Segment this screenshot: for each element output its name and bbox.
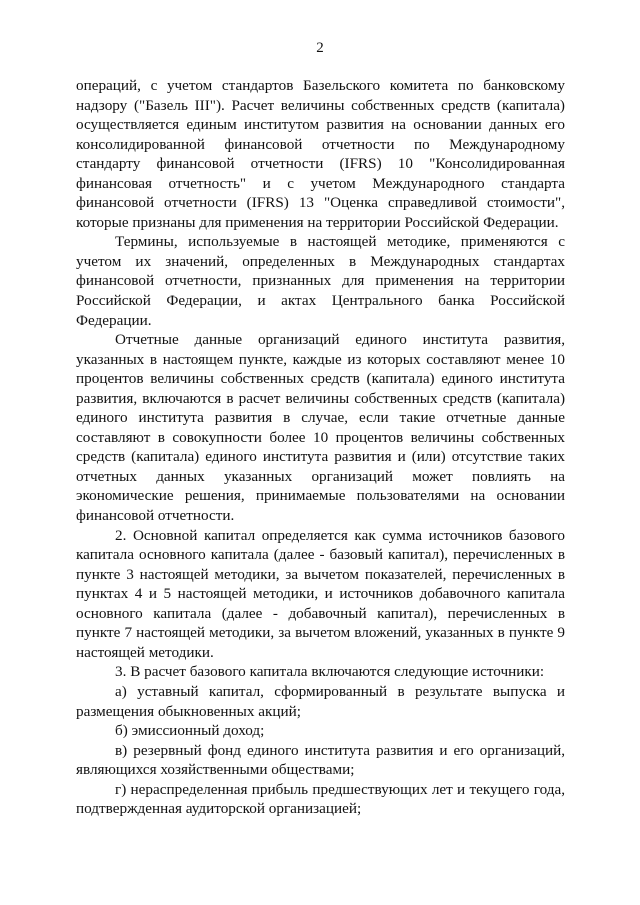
paragraph-item-3: 3. В расчет базового капитала включаются следующие источники: — [115, 663, 545, 681]
page-number: 2 — [316, 40, 324, 56]
paragraph-capital-calculation: операций, с учетом стандартов Базельского комитета по банковскому надзору ("Базель III"). Расчет величины собственных средств (капитала) осуществляется единым институтом развития на основании данных его консолидированной финансовой отчетности по Международному стандарту финансовой отчетности (IFRS) 10 "Консолидированная финансовая отчетность" и с учетом Международного стандарта финансовой отчетности (IFRS) 13 "Оценка справедливой стоимости", которые признаны для применения на территории Российской Федерации. — [76, 77, 565, 231]
paragraph-terms: Термины, используемые в настоящей методике, применяются с учетом их значений, определенных в Международных стандартах финансовой отчетности, признанных для применения на территории Российской Федерации, и актах Центрального банка Российской Федерации. — [76, 233, 565, 329]
document-body — [76, 76, 565, 819]
list-item-v: в) резервный фонд единого института развития и его организаций, являющихся хозяйственными обществами; — [76, 741, 565, 779]
paragraph-reporting-data: Отчетные данные организаций единого института развития, указанных в настоящем пункте, каждые из которых составляют менее 10 процентов величины собственных средств (капитала) единого института развития, включаются в расчет величины собственных средств (капитала) единого института развития в случае, если такие отчетные данные составляют в совокупности более 10 процентов величины собственных средств (капитала) единого института развития и (или) отсутствие таких отчетных данных указанных организаций может повлиять на экономические решения, принимаемые пользователями на основании финансовой отчетности. — [76, 331, 565, 525]
list-item-a: а) уставный капитал, сформированный в результате выпуска и размещения обыкновенных акций; — [76, 682, 565, 720]
list-item-b: б) эмиссионный доход; — [115, 722, 265, 740]
list-item-g: г) нераспределенная прибыль предшествующих лет и текущего года, подтвержденная аудиторской организацией; — [76, 780, 565, 818]
paragraph-item-2: 2. Основной капитал определяется как сумма источников базового капитала основного капитала (далее - базовый капитал), перечисленных в пункте 3 настоящей методики, за вычетом показателей, перечисленных в пунктах 4 и 5 настоящей методики, и источников добавочного капитала основного капитала (далее - добавочный капитал), перечисленных в пункте 7 настоящей методики, за вычетом вложений, указанных в пункте 9 настоящей методики. — [76, 526, 565, 661]
